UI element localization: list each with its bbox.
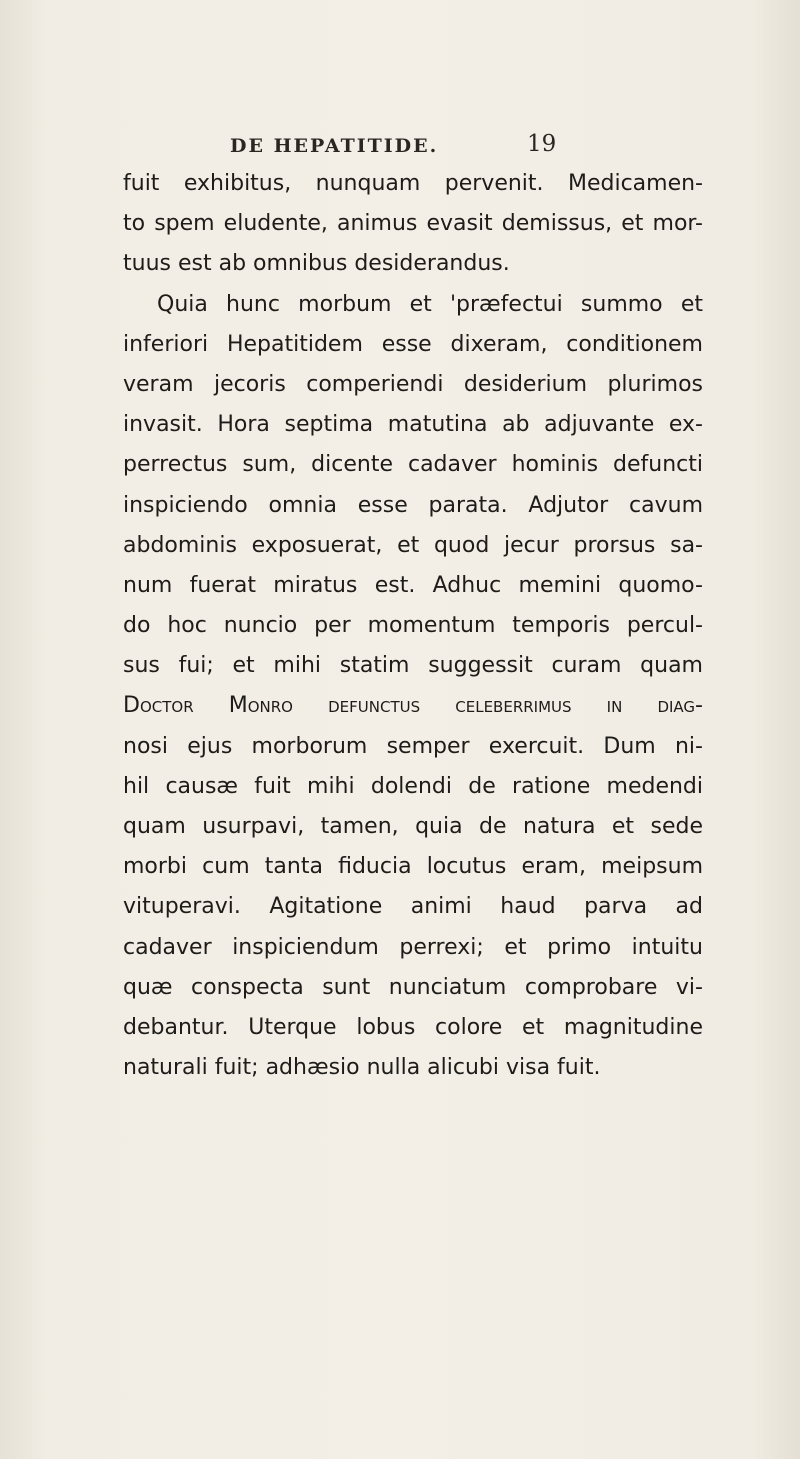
text-line: inspiciendo omnia esse parata. Adjutor cavum [123, 492, 703, 518]
running-head: DE HEPATITIDE. [230, 135, 439, 157]
text-line: cadaver inspiciendum perrexi; et primo intuitu [123, 934, 703, 960]
text-line: nosi ejus morborum semper exercuit. Dum ni- [123, 733, 703, 759]
text-line: morbi cum tanta fiducia locutus eram, meipsum [123, 854, 703, 880]
text-line: inferiori Hepatitidem esse dixeram, conditionem [123, 331, 703, 357]
text-line: abdominis exposuerat, et quod jecur prorsus sa- [123, 532, 703, 558]
text-line: quæ conspecta sunt nunciatum comprobare vi- [123, 974, 703, 1000]
text-line: Quia hunc morbum et 'præfectui summo et [157, 291, 703, 317]
text-line: hil causæ fuit mihi dolendi de ratione medendi [123, 773, 703, 799]
text-line: to spem eludente, animus evasit demissus, et mor- [123, 211, 703, 237]
text-line: num fuerat miratus est. Adhuc memini quomo- [123, 572, 703, 598]
page-number: 19 [527, 131, 557, 157]
text-line: do hoc nuncio per momentum temporis percul- [123, 613, 703, 639]
text-line: debantur. Uterque lobus colore et magnitudine [123, 1014, 703, 1040]
text-line: tuus est ab omnibus desiderandus. [123, 251, 510, 277]
page-header [0, 125, 800, 165]
text-line: quam usurpavi, tamen, quia de natura et sede [123, 814, 703, 839]
text-line: vituperavi. Agitatione animi haud parva ad [123, 894, 703, 920]
text-line: perrectus sum, dicente cadaver hominis defuncti [123, 452, 703, 478]
text-line: naturali fuit; adhæsio nulla alicubi visa fuit. [123, 1055, 601, 1081]
text-line: fuit exhibitus, nunquam pervenit. Medicamen- [123, 171, 703, 196]
text-line: veram jecoris comperiendi desiderium plurimos [123, 371, 703, 397]
text-line: invasit. Hora septima matutina ab adjuvante ex- [123, 412, 703, 438]
text-line: sus fui; et mihi statim suggessit curam quam [123, 653, 703, 679]
body-text [123, 164, 703, 1088]
text-line: Doctor Monro defunctus celeberrimus in diag- [123, 693, 703, 719]
